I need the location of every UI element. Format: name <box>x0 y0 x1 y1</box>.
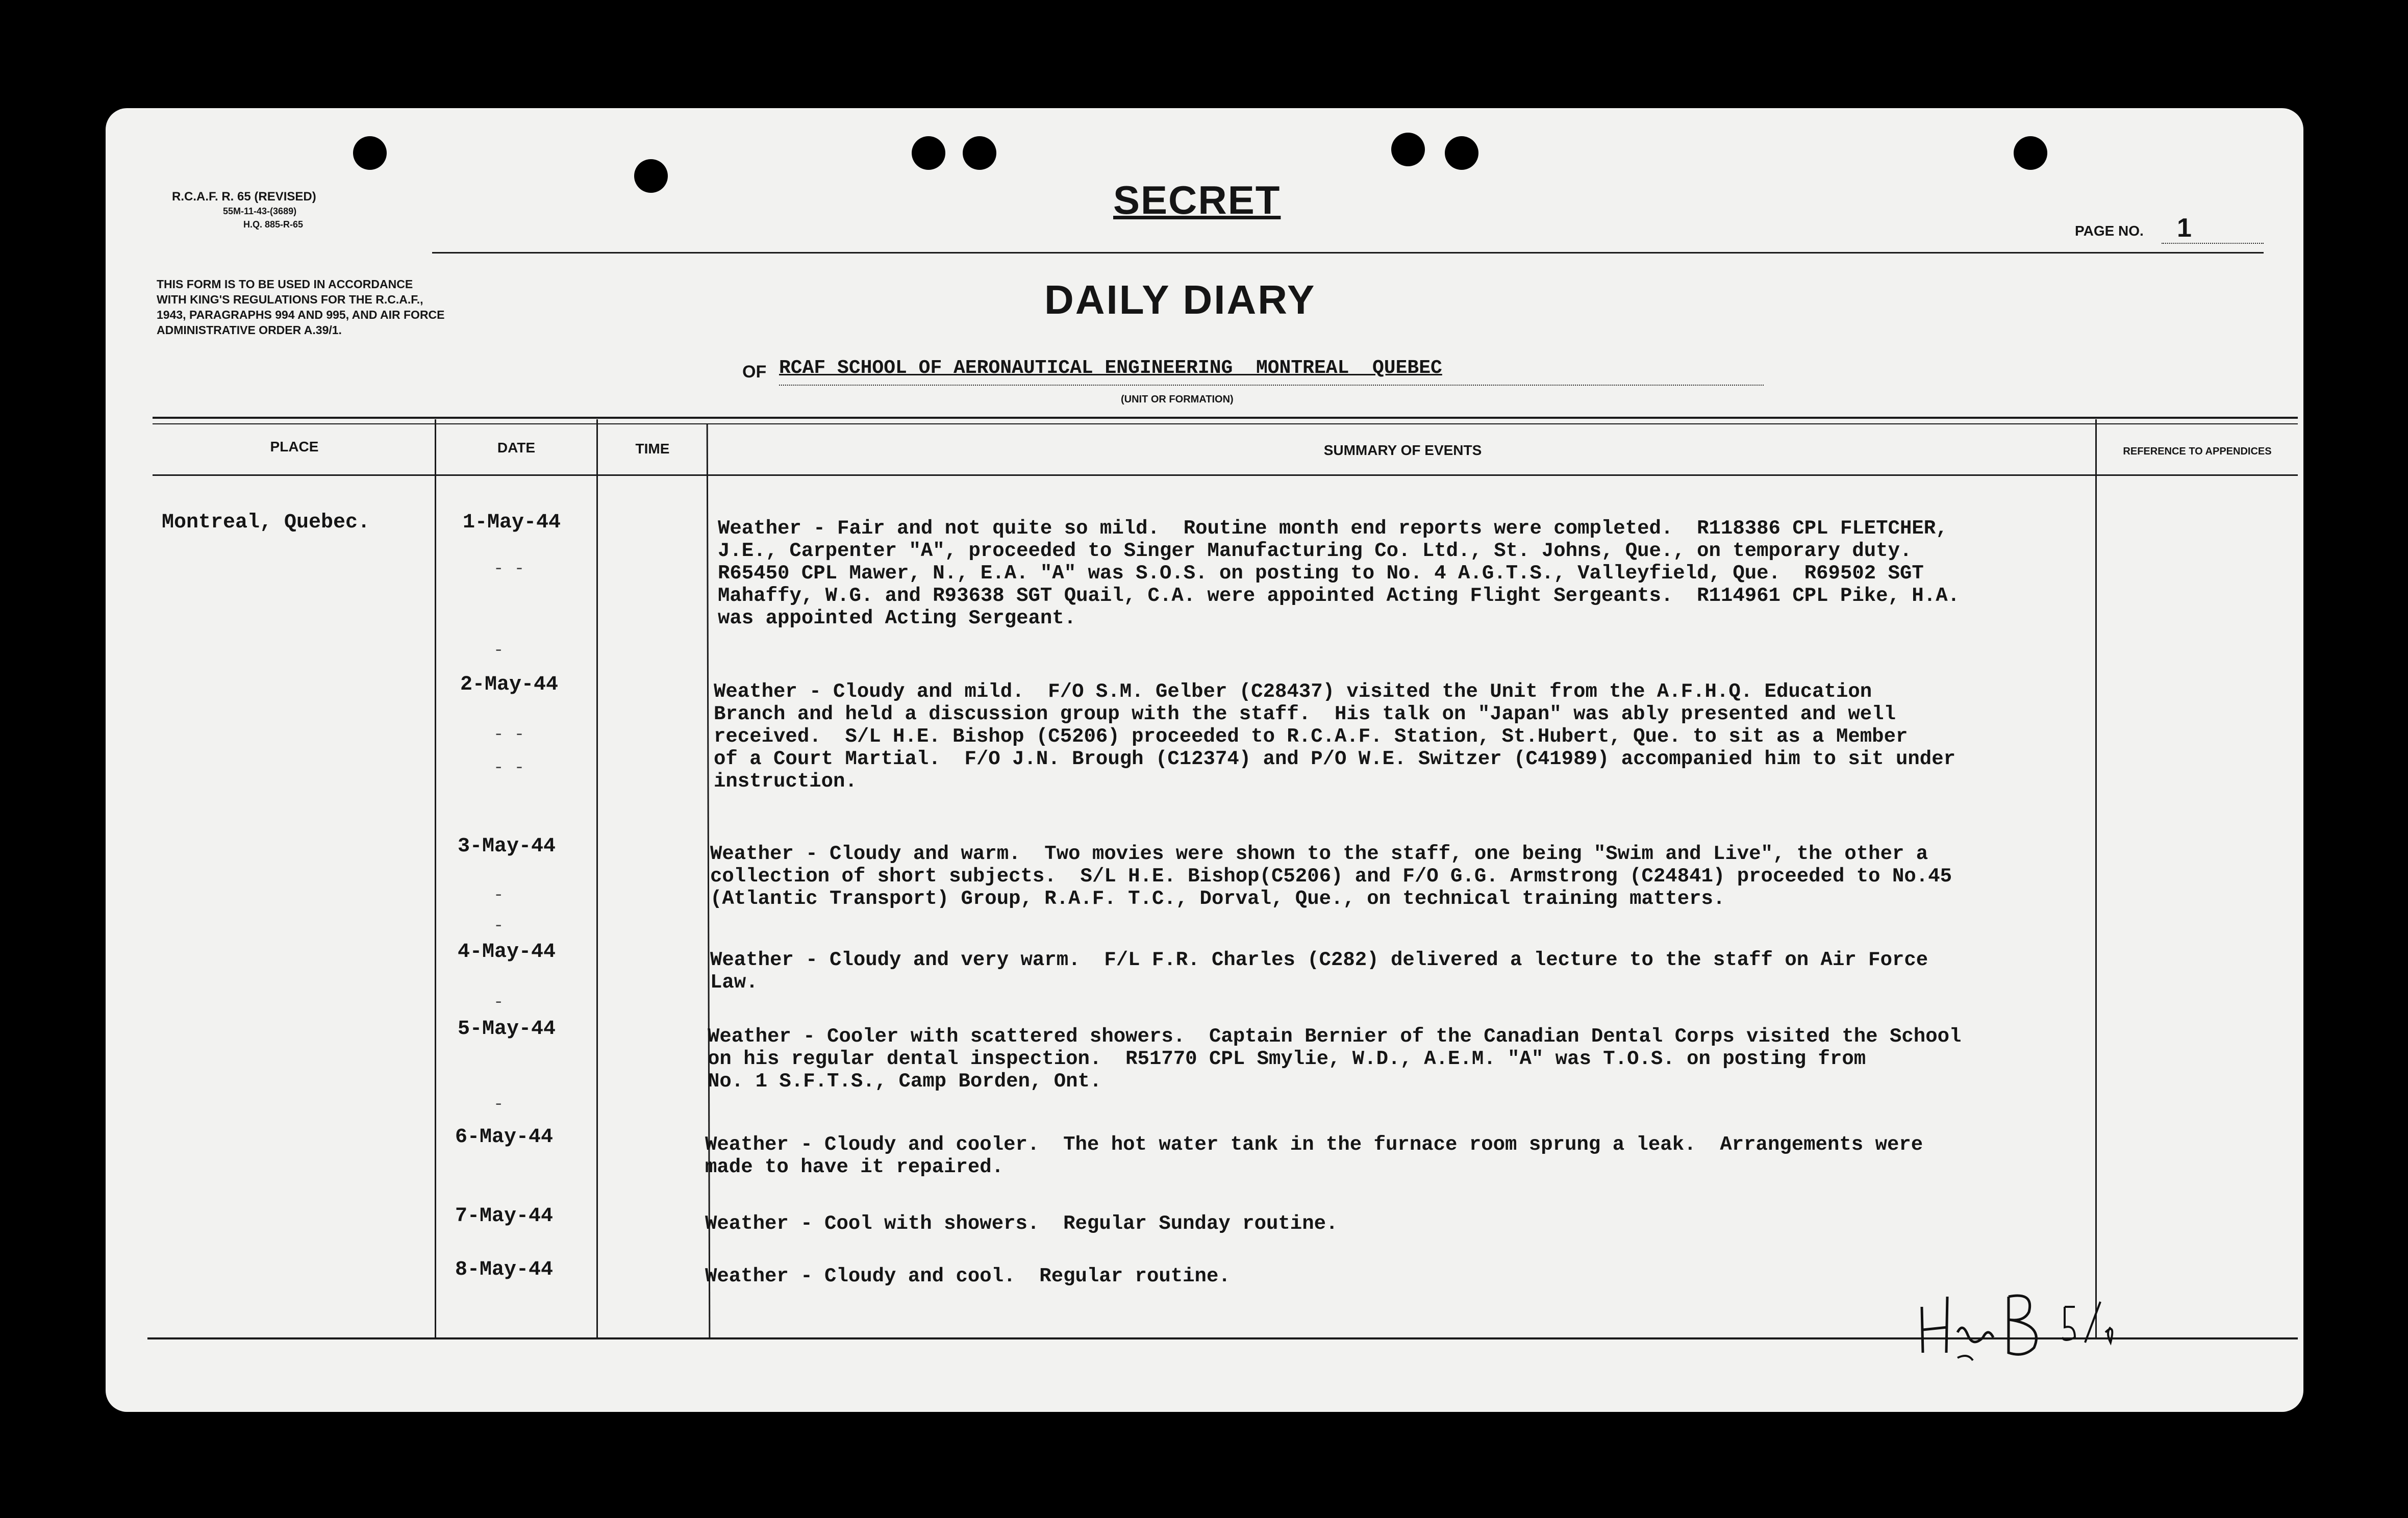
col-rule-place-date <box>435 419 436 1337</box>
entry-date: 4-May-44 <box>458 941 556 964</box>
form-id-line3: H.Q. 885-R-65 <box>243 219 304 230</box>
table-top-rule <box>153 417 2298 419</box>
form-id: R.C.A.F. R. 65 (REVISED) <box>172 190 316 204</box>
page-title: DAILY DIARY <box>1044 277 1316 322</box>
column-header-reference: REFERENCE TO APPENDICES <box>2123 446 2272 457</box>
filler-dash: - <box>493 1095 504 1115</box>
place-cell: Montreal, Quebec. <box>162 511 370 534</box>
punch-hole <box>912 136 945 170</box>
entry-summary: Weather - Fair and not quite so mild. Routine month end reports were completed. R118386 CPL FLETCHER, J.E., Carpenter "A", proceeded to Singer Manufacturing Co. Ltd., St. Johns, Que., on temporary duty. R65450 CPL Mawer, N., E.A. "A" was S.O.S. on posting to No. 4 A.G.T.S., Valleyfield, Que. R69502 SGT Mahaffy, W.G. and R93638 SGT Quail, C.A. were appointed Acting Flight Sergeants. R114961 CPL Pike, H.A. was appointed Acting Sergeant. <box>718 517 1960 629</box>
column-header-rule <box>153 474 2298 476</box>
column-header-date: DATE <box>497 440 536 456</box>
column-header-place: PLACE <box>270 439 319 454</box>
punch-hole <box>2014 136 2047 170</box>
page-label: PAGE NO. <box>2075 223 2144 239</box>
unit-caption: (UNIT OR FORMATION) <box>1121 394 1234 405</box>
filler-dash: - <box>493 641 504 661</box>
entry-date: 7-May-44 <box>455 1205 554 1228</box>
punch-hole <box>634 159 668 193</box>
entry-summary: Weather - Cooler with scattered showers. Captain Bernier of the Canadian Dental Corps visited the School on his regular dental inspection. R51770 CPL Smylie, W.D., A.E.M. "A" was T.O.S. on posting from No. 1 S.F.T.S., Camp Borden, Ont. <box>708 1025 1962 1093</box>
entry-date: 2-May-44 <box>460 673 559 696</box>
header-rule <box>432 252 2264 254</box>
diary-sheet <box>106 108 2303 1412</box>
column-header-time: TIME <box>635 441 670 457</box>
filler-dash: - - <box>493 758 525 778</box>
form-id-line2: 55M-11-43-(3689) <box>223 206 297 216</box>
page-number: 1 <box>2177 213 2192 243</box>
signature <box>1912 1276 2146 1363</box>
column-header-summary: SUMMARY OF EVENTS <box>1323 442 1482 458</box>
classification: SECRET <box>1113 178 1281 222</box>
col-rule-summary-ref <box>2095 419 2097 1337</box>
form-instructions: THIS FORM IS TO BE USED IN ACCORDANCE WITH KING'S REGULATIONS FOR THE R.C.A.F., 1943, PARAGRAPHS 994 AND 995, AND AIR FORCE ADMINISTRATIVE ORDER A.39/1. <box>157 277 445 337</box>
signature-scribble <box>1912 1276 2146 1363</box>
filler-dash: - - <box>493 725 525 745</box>
entry-date: 6-May-44 <box>455 1126 554 1149</box>
punch-hole <box>353 136 387 170</box>
entry-summary: Weather - Cool with showers. Regular Sunday routine. <box>705 1212 1338 1235</box>
filler-dash: - <box>493 886 504 905</box>
entry-date: 8-May-44 <box>455 1258 554 1281</box>
col-rule-date-time <box>596 419 598 1337</box>
entry-date: 5-May-44 <box>458 1018 556 1041</box>
entry-date: 1-May-44 <box>463 511 561 534</box>
entry-summary: Weather - Cloudy and mild. F/O S.M. Gelber (C28437) visited the Unit from the A.F.H.Q. Education Branch and held a discussion group with the staff. His talk on "Japan" was ably presented and well received. S/L H.E. Bishop (C5206) proceeded to R.C.A.F. Station, St.Hubert, Que. to sit as a Member of a Court Martial. F/O J.N. Brough (C12374) and P/O W.E. Switzer (C41989) accompanied him to sit under instruction. <box>714 680 1955 793</box>
unit-name: RCAF SCHOOL OF AERONAUTICAL ENGINEERING MONTREAL QUEBEC <box>779 357 1442 379</box>
punch-hole <box>1445 136 1478 170</box>
entry-summary: Weather - Cloudy and warm. Two movies were shown to the staff, one being "Swim and Live", the other a collection of short subjects. S/L H.E. Bishop(C5206) and F/O G.G. Armstrong (C24841) proceeded to No.45 (Atlantic Transport) Group, R.A.F. T.C., Dorval, Que., on technical training matters. <box>710 843 1952 910</box>
punch-hole <box>963 136 996 170</box>
entry-summary: Weather - Cloudy and very warm. F/L F.R. Charles (C282) delivered a lecture to the staff on Air Force Law. <box>710 949 1928 994</box>
filler-dash: - - <box>493 560 525 579</box>
filler-dash: - <box>493 993 504 1013</box>
punch-hole <box>1391 133 1425 166</box>
of-label: OF <box>742 362 767 382</box>
entry-date: 3-May-44 <box>458 835 556 858</box>
entry-summary: Weather - Cloudy and cooler. The hot water tank in the furnace room sprung a leak. Arrangements were made to have it repaired. <box>705 1133 1923 1178</box>
filler-dash: - <box>493 917 504 936</box>
entry-summary: Weather - Cloudy and cool. Regular routine. <box>705 1265 1231 1287</box>
